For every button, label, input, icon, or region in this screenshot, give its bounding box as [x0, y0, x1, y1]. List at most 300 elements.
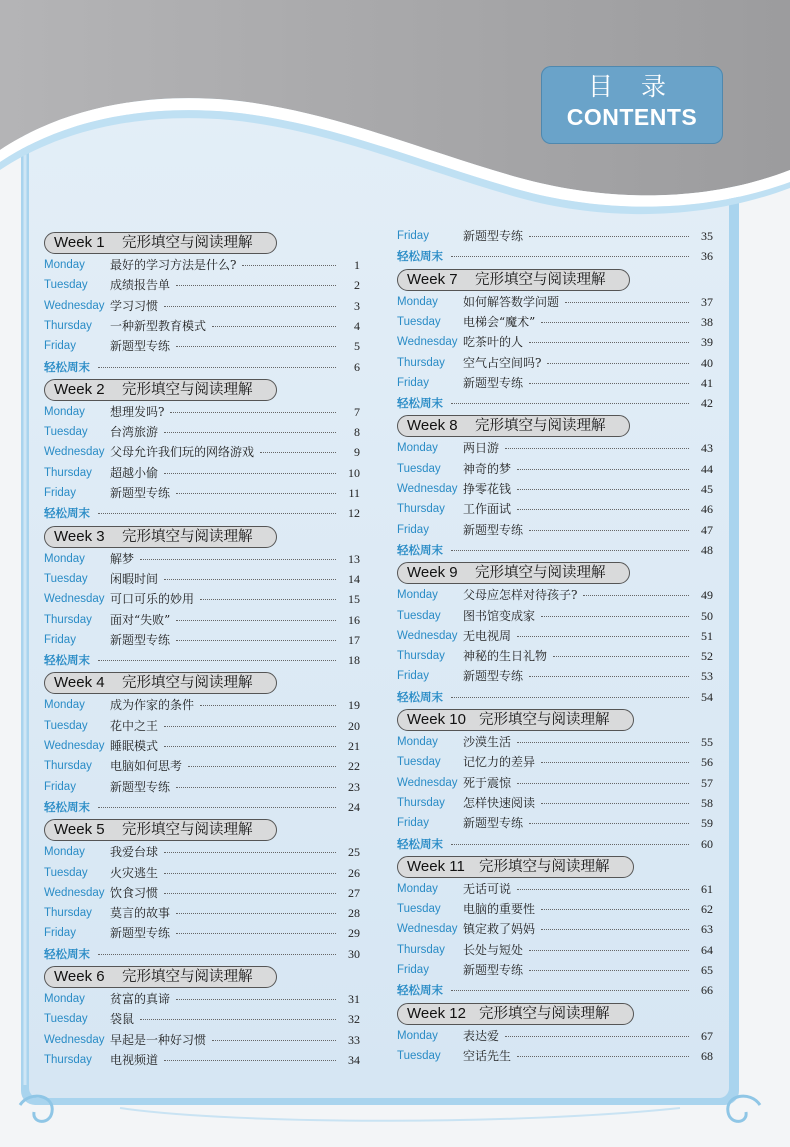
- leader-dots: [176, 787, 336, 788]
- toc-entry-title: 工作面试: [463, 502, 512, 517]
- toc-entry-day: Thursday: [44, 907, 92, 920]
- toc-entry-day: Friday: [44, 633, 76, 646]
- toc-entry-day: Monday: [397, 442, 438, 455]
- toc-entry-title: 超越小偷: [110, 465, 159, 480]
- toc-entry-page: 1: [354, 258, 360, 272]
- leader-dots: [583, 595, 689, 596]
- toc-entry-day: 轻松周末: [397, 396, 443, 411]
- toc-entry-title: 成为作家的条件: [110, 698, 195, 713]
- toc-entry-page: 65: [701, 963, 713, 977]
- week-section-title: 完形填空与阅读理解: [122, 381, 253, 398]
- toc-entry-day: Tuesday: [397, 462, 441, 475]
- week-section-title: 完形填空与阅读理解: [122, 528, 253, 545]
- toc-entry-day: Wednesday: [397, 776, 458, 789]
- toc-entry[interactable]: [397, 879, 713, 899]
- toc-entry-title: 火灾逃生: [110, 865, 159, 880]
- week-label: Week 4: [54, 674, 105, 692]
- toc-entry-page: 47: [701, 522, 713, 537]
- toc-entry-day: Tuesday: [44, 279, 88, 292]
- toc-entry-page: 24: [348, 799, 360, 814]
- toc-entry[interactable]: [397, 752, 713, 772]
- toc-entry-day: Tuesday: [397, 756, 441, 769]
- leader-dots: [212, 326, 336, 327]
- toc-entry[interactable]: [397, 438, 713, 458]
- toc-entry[interactable]: [397, 373, 713, 393]
- toc-entry[interactable]: [44, 483, 360, 503]
- toc-entry-day: Thursday: [44, 1053, 92, 1066]
- week-label: Week 2: [54, 380, 105, 398]
- leader-dots: [164, 473, 336, 474]
- toc-entry-day: Thursday: [397, 943, 445, 956]
- toc-entry-page: 67: [701, 1028, 713, 1043]
- toc-entry-page: 5: [354, 339, 360, 354]
- toc-entry-day: Thursday: [44, 319, 92, 332]
- toc-entry-title: 长处与短处: [463, 942, 524, 957]
- toc-entry[interactable]: [44, 569, 360, 589]
- toc-entry-title: 神秘的生日礼物: [463, 649, 548, 664]
- toc-entry-title: 解梦: [110, 551, 135, 566]
- week-label: Week 3: [54, 527, 105, 545]
- toc-entry-page: 60: [701, 836, 713, 851]
- toc-entry-day: Tuesday: [44, 426, 88, 439]
- week-label: Week 8: [407, 417, 458, 435]
- toc-entry[interactable]: [44, 296, 360, 316]
- toc-entry[interactable]: [397, 940, 713, 960]
- toc-entry-day: Thursday: [397, 650, 445, 663]
- toc-entry-title: 表达爱: [463, 1028, 500, 1043]
- toc-entry[interactable]: [397, 834, 713, 854]
- toc-entry[interactable]: [397, 606, 713, 626]
- leader-dots: [541, 909, 689, 910]
- toc-entry-page: 41: [701, 375, 713, 390]
- toc-entry-page: 14: [348, 571, 360, 586]
- toc-entry-title: 新题型专练: [463, 522, 524, 537]
- toc-entry-page: 55: [701, 735, 713, 749]
- toc-entry-page: 3: [354, 298, 360, 313]
- toc-entry-page: 46: [701, 502, 713, 517]
- leader-dots: [547, 363, 689, 364]
- leader-dots: [98, 954, 336, 955]
- week-label: Week 9: [407, 564, 458, 582]
- toc-entry-day: Wednesday: [44, 740, 105, 752]
- toc-entry[interactable]: [397, 540, 713, 560]
- leader-dots: [164, 306, 336, 307]
- toc-entry[interactable]: [397, 332, 713, 352]
- toc-entry-day: Friday: [397, 376, 429, 389]
- toc-entry-page: 51: [701, 628, 713, 643]
- toc-entry-title: 贫富的真谛: [110, 992, 171, 1006]
- toc-entry-title: 台湾旅游: [110, 425, 159, 440]
- toc-entry[interactable]: [44, 336, 360, 356]
- leader-dots: [164, 579, 336, 580]
- toc-entry-page: 32: [348, 1012, 360, 1027]
- week-heading: [44, 379, 277, 401]
- toc-entry-day: Friday: [44, 927, 76, 940]
- toc-entry-title: 面对“失败”: [110, 612, 171, 627]
- toc-entry-page: 16: [348, 612, 360, 627]
- toc-entry[interactable]: [397, 312, 713, 332]
- toc-entry-title: 新题型专练: [463, 229, 524, 243]
- leader-dots: [176, 913, 336, 914]
- toc-entry-title: 两日游: [463, 441, 500, 456]
- toc-entry-title: 可口可乐的妙用: [110, 592, 195, 607]
- toc-entry-page: 4: [354, 318, 360, 333]
- leader-dots: [517, 742, 689, 743]
- toc-entry-page: 48: [701, 542, 713, 557]
- toc-entry-day: 轻松周末: [397, 689, 443, 704]
- week-section-title: 完形填空与阅读理解: [122, 675, 253, 692]
- week-label: Week 1: [54, 234, 105, 251]
- toc-entry-day: Wednesday: [397, 923, 458, 936]
- toc-entry-page: 2: [354, 278, 360, 293]
- toc-entry-day: Monday: [397, 736, 438, 748]
- toc-entry-day: Friday: [397, 523, 429, 536]
- toc-entry-day: Wednesday: [44, 593, 105, 606]
- toc-entry[interactable]: [44, 503, 360, 523]
- leader-dots: [140, 1019, 336, 1020]
- toc-entry-title: 无电视周: [463, 628, 512, 643]
- toc-entry[interactable]: [44, 316, 360, 336]
- toc-entry-day: Wednesday: [44, 299, 105, 312]
- toc-entry[interactable]: [397, 393, 713, 413]
- leader-dots: [176, 285, 336, 286]
- leader-dots: [176, 933, 336, 934]
- leader-dots: [164, 432, 336, 433]
- toc-entry-page: 35: [701, 229, 713, 243]
- toc-entry[interactable]: [397, 899, 713, 919]
- week-label: Week 6: [54, 968, 105, 985]
- toc-entry[interactable]: [44, 695, 360, 715]
- toc-entry-title: 睡眠模式: [110, 739, 159, 753]
- toc-entry-page: 17: [348, 632, 360, 647]
- toc-entry-page: 31: [348, 992, 360, 1006]
- leader-dots: [98, 807, 336, 808]
- week-label: Week 12: [407, 1004, 466, 1022]
- toc-entry-title: 父母应怎样对待孩子?: [463, 588, 578, 603]
- toc-entry-page: 37: [701, 294, 713, 309]
- toc-entry[interactable]: [397, 1046, 713, 1066]
- toc-entry-title: 最好的学习方法是什么?: [110, 258, 237, 272]
- toc-entry-title: 一种新型教育模式: [110, 318, 207, 333]
- week-label: Week 7: [407, 270, 458, 288]
- toc-entry-title: 怎样快速阅读: [463, 795, 536, 810]
- toc-entry[interactable]: [397, 732, 713, 752]
- toc-entry-day: 轻松周末: [44, 506, 90, 521]
- toc-entry-title: 空话先生: [463, 1048, 512, 1063]
- toc-entry-title: 饮食习惯: [110, 885, 159, 900]
- toc-entry-day: Thursday: [44, 613, 92, 626]
- toc-entry-title: 新题型专练: [463, 963, 524, 977]
- toc-entry[interactable]: [44, 797, 360, 817]
- leader-dots: [517, 889, 689, 890]
- toc-entry-title: 吃茶叶的人: [463, 335, 524, 350]
- leader-dots: [140, 559, 336, 560]
- week-label: Week 11: [407, 857, 465, 875]
- leader-dots: [529, 970, 689, 971]
- toc-entry-title: 图书馆变成家: [463, 608, 536, 623]
- leader-dots: [176, 493, 336, 494]
- week-heading: [397, 1003, 634, 1025]
- week-heading: [44, 966, 277, 988]
- toc-entry-title: 挣零花钱: [463, 482, 512, 496]
- leader-dots: [517, 469, 689, 470]
- toc-entry-day: Thursday: [44, 466, 92, 479]
- toc-entry-title: 莫言的故事: [110, 906, 171, 921]
- toc-entry-page: 49: [701, 588, 713, 603]
- toc-entry[interactable]: [397, 479, 713, 499]
- toc-entry-page: 43: [701, 441, 713, 456]
- toc-entry[interactable]: [44, 549, 360, 569]
- leader-dots: [164, 852, 336, 853]
- toc-entry[interactable]: [397, 585, 713, 605]
- toc-entry-page: 27: [348, 885, 360, 900]
- toc-entry[interactable]: [44, 1030, 360, 1050]
- toc-entry-day: Monday: [397, 1029, 438, 1042]
- toc-entry-page: 9: [354, 445, 360, 460]
- leader-dots: [529, 383, 689, 384]
- week-label: Week 5: [54, 821, 105, 839]
- toc-entry-title: 新题型专练: [110, 486, 171, 500]
- toc-entry-page: 66: [701, 983, 713, 998]
- toc-entry-page: 28: [348, 906, 360, 921]
- leader-dots: [176, 640, 336, 641]
- toc-entry[interactable]: [44, 1009, 360, 1029]
- toc-entry-title: 新题型专练: [110, 632, 171, 647]
- leader-dots: [541, 762, 689, 763]
- toc-entry[interactable]: [397, 919, 713, 939]
- toc-entry[interactable]: [397, 666, 713, 686]
- toc-entry-title: 新题型专练: [110, 926, 171, 941]
- toc-entry[interactable]: [44, 650, 360, 670]
- leader-dots: [505, 1036, 689, 1037]
- week-section-title: 完形填空与阅读理解: [475, 418, 606, 435]
- toc-entry-page: 18: [348, 653, 360, 668]
- toc-entry[interactable]: [44, 275, 360, 295]
- toc-entry[interactable]: [44, 442, 360, 462]
- toc-entry-day: Tuesday: [44, 1013, 88, 1026]
- toc-entry-day: Friday: [44, 340, 76, 353]
- leader-dots: [517, 509, 689, 510]
- leader-dots: [451, 403, 689, 404]
- leader-dots: [188, 766, 336, 767]
- toc-entry-title: 记忆力的差异: [463, 755, 536, 770]
- leader-dots: [529, 823, 689, 824]
- leader-dots: [529, 236, 689, 237]
- leader-dots: [541, 616, 689, 617]
- toc-entry[interactable]: [44, 630, 360, 650]
- toc-entry[interactable]: [44, 989, 360, 1009]
- toc-entry[interactable]: [397, 626, 713, 646]
- toc-entry-title: 镇定救了妈妈: [463, 922, 536, 937]
- toc-entry-page: 53: [701, 669, 713, 684]
- toc-entry[interactable]: [44, 756, 360, 776]
- toc-entry-day: 轻松周末: [397, 983, 443, 998]
- toc-entry-title: 新题型专练: [463, 669, 524, 684]
- toc-entry[interactable]: [397, 226, 713, 246]
- toc-entry-page: 29: [348, 926, 360, 941]
- toc-entry-title: 电梯会“魔术”: [463, 314, 536, 329]
- toc-entry[interactable]: [397, 353, 713, 373]
- toc-entry-day: Tuesday: [397, 903, 441, 916]
- week-heading: [44, 672, 277, 694]
- week-heading: [397, 562, 630, 584]
- week-section-title: 完形填空与阅读理解: [479, 858, 610, 875]
- toc-entry-day: Monday: [44, 846, 85, 859]
- toc-entry[interactable]: [397, 459, 713, 479]
- week-section-title: 完形填空与阅读理解: [475, 271, 606, 288]
- toc-entry[interactable]: [44, 357, 360, 377]
- toc-entry-page: 61: [701, 881, 713, 896]
- leader-dots: [98, 660, 336, 661]
- toc-entry[interactable]: [397, 773, 713, 793]
- toc-entry[interactable]: [44, 255, 360, 275]
- toc-entry[interactable]: [397, 687, 713, 707]
- toc-entry-title: 闲暇时间: [110, 571, 159, 586]
- toc-entry-title: 电脑的重要性: [463, 902, 536, 917]
- toc-entry-day: Thursday: [397, 503, 445, 516]
- toc-entry-day: Thursday: [44, 760, 92, 773]
- leader-dots: [200, 599, 336, 600]
- toc-entry-page: 50: [701, 608, 713, 623]
- week-heading: [44, 526, 277, 548]
- toc-entry-page: 23: [348, 779, 360, 794]
- toc-entry[interactable]: [397, 980, 713, 1000]
- week-heading: [44, 819, 277, 841]
- leader-dots: [212, 1040, 336, 1041]
- toc-entry-title: 成绩报告单: [110, 278, 171, 293]
- toc-entry[interactable]: [397, 499, 713, 519]
- toc-entry[interactable]: [397, 1026, 713, 1046]
- toc-entry-page: 26: [348, 865, 360, 880]
- toc-entry[interactable]: [44, 903, 360, 923]
- leader-dots: [451, 550, 689, 551]
- toc-entry-day: Wednesday: [397, 483, 458, 495]
- toc-entry-page: 54: [701, 689, 713, 704]
- toc-entry-day: Friday: [397, 670, 429, 683]
- toc-entry[interactable]: [397, 292, 713, 312]
- leader-dots: [170, 412, 336, 413]
- toc-entry-day: Friday: [397, 817, 429, 830]
- toc-entry[interactable]: [44, 463, 360, 483]
- toc-entry-title: 无话可说: [463, 881, 512, 896]
- toc-entry-page: 22: [348, 759, 360, 774]
- toc-entry-title: 新题型专练: [463, 375, 524, 390]
- toc-entry-page: 6: [354, 359, 360, 374]
- toc-entry-page: 62: [701, 902, 713, 917]
- toc-entry-title: 袋鼠: [110, 1012, 135, 1027]
- toc-entry[interactable]: [44, 1050, 360, 1070]
- toc-entry[interactable]: [397, 520, 713, 540]
- toc-entry-day: Monday: [397, 295, 438, 308]
- week-heading: [397, 415, 630, 437]
- toc-entry-day: Wednesday: [397, 336, 458, 349]
- toc-entry[interactable]: [44, 402, 360, 422]
- toc-entry[interactable]: [44, 923, 360, 943]
- toc-entry-day: 轻松周末: [397, 836, 443, 851]
- toc-entry-day: Friday: [397, 964, 429, 976]
- toc-entry[interactable]: [44, 842, 360, 862]
- toc-entry-title: 死于震惊: [463, 775, 512, 790]
- toc-entry-page: 42: [701, 396, 713, 411]
- toc-entry-page: 25: [348, 845, 360, 860]
- toc-entry-day: Friday: [44, 780, 76, 793]
- toc-entry[interactable]: [397, 793, 713, 813]
- week-heading: [44, 232, 277, 254]
- toc-entry-day: 轻松周末: [397, 249, 443, 264]
- toc-entry-day: Thursday: [397, 796, 445, 809]
- toc-entry[interactable]: [397, 813, 713, 833]
- leader-dots: [451, 256, 689, 257]
- toc-entry-page: 45: [701, 482, 713, 496]
- toc-entry-page: 30: [348, 946, 360, 961]
- toc-entry[interactable]: [44, 610, 360, 630]
- toc-entry-page: 52: [701, 649, 713, 664]
- toc-entry-day: 轻松周末: [397, 542, 443, 557]
- toc-entry-day: Tuesday: [397, 315, 441, 328]
- leader-dots: [164, 1060, 336, 1061]
- toc-entry-page: 56: [701, 755, 713, 770]
- leader-dots: [517, 783, 689, 784]
- toc-entry[interactable]: [44, 863, 360, 883]
- toc-entry-title: 我爱台球: [110, 845, 159, 860]
- week-label: Week 10: [407, 711, 466, 728]
- toc-entry-day: Friday: [44, 487, 76, 499]
- week-heading: [397, 269, 630, 291]
- leader-dots: [517, 636, 689, 637]
- toc-entry-title: 早起是一种好习惯: [110, 1032, 207, 1047]
- toc-entry[interactable]: [44, 716, 360, 736]
- toc-entry-day: Monday: [44, 699, 85, 712]
- leader-dots: [98, 513, 336, 514]
- toc-entry-day: Monday: [397, 882, 438, 895]
- toc-entry[interactable]: [44, 777, 360, 797]
- toc-entry-page: 39: [701, 335, 713, 350]
- toc-entry-day: Wednesday: [397, 629, 458, 642]
- leader-dots: [176, 999, 336, 1000]
- week-section-title: 完形填空与阅读理解: [475, 565, 606, 582]
- toc-entry[interactable]: [397, 646, 713, 666]
- leader-dots: [242, 265, 336, 266]
- leader-dots: [200, 705, 336, 706]
- week-heading: [397, 709, 634, 731]
- toc-entry-page: 44: [701, 461, 713, 476]
- toc-entry[interactable]: [397, 960, 713, 980]
- toc-entry-page: 38: [701, 314, 713, 329]
- leader-dots: [164, 726, 336, 727]
- leader-dots: [164, 746, 336, 747]
- leader-dots: [529, 950, 689, 951]
- toc-entry[interactable]: [397, 246, 713, 266]
- toc-entry-page: 7: [354, 404, 360, 419]
- toc-entry-page: 33: [348, 1032, 360, 1047]
- toc-entry[interactable]: [44, 422, 360, 442]
- toc-entry[interactable]: [44, 736, 360, 756]
- toc-entry-page: 12: [348, 506, 360, 521]
- toc-entry-page: 40: [701, 355, 713, 370]
- toc-entry-page: 21: [348, 739, 360, 753]
- toc-entry[interactable]: [44, 944, 360, 964]
- leader-dots: [176, 346, 336, 347]
- toc-entry[interactable]: [44, 883, 360, 903]
- toc-entry-title: 电视频道: [110, 1052, 159, 1067]
- toc-entry-day: Thursday: [397, 356, 445, 369]
- toc-entry-page: 15: [348, 592, 360, 607]
- toc-entry-day: Tuesday: [44, 719, 88, 732]
- leader-dots: [541, 322, 689, 323]
- toc-entry-day: Tuesday: [397, 609, 441, 622]
- toc-entry-page: 63: [701, 922, 713, 937]
- toc-entry[interactable]: [44, 589, 360, 609]
